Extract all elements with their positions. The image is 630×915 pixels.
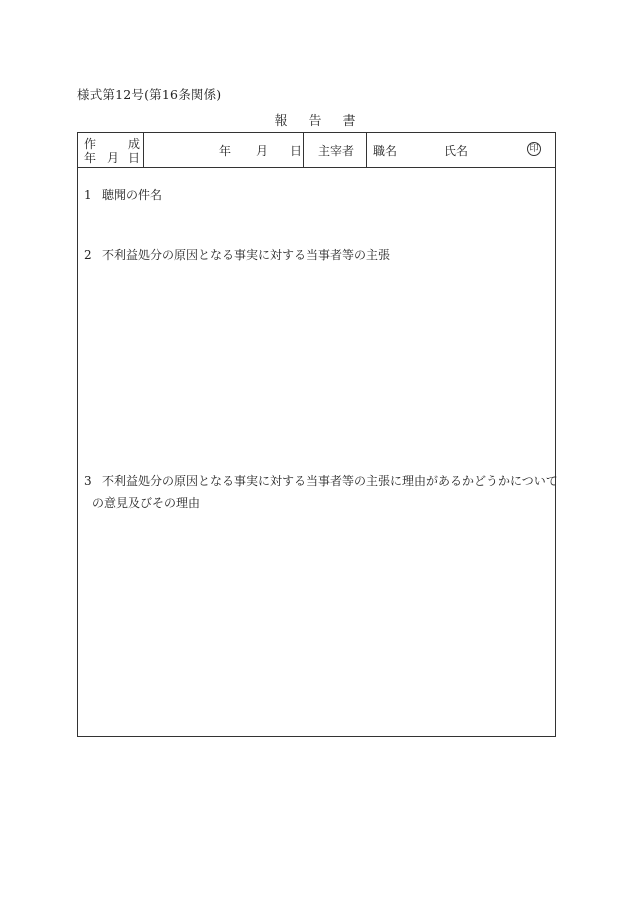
day-unit: 日 — [290, 144, 303, 158]
section-1-text: 聴聞の件名 — [102, 188, 163, 202]
created-label-year: 年 — [84, 151, 97, 165]
created-label-char-2: 成 — [128, 137, 141, 151]
name-label: 氏名 — [444, 144, 469, 158]
report-form-frame — [77, 132, 556, 737]
section-2-text: 不利益処分の原因となる事実に対する当事者等の主張 — [102, 248, 391, 262]
section-3-text: 不利益処分の原因となる事実に対する当事者等の主張に理由があるかどうかについて — [102, 474, 558, 488]
month-unit: 月 — [256, 144, 269, 158]
year-unit: 年 — [219, 144, 232, 158]
presider-label: 主宰者 — [318, 144, 355, 158]
document-title: 報告書 — [274, 114, 377, 129]
section-3-number: 3 — [84, 474, 92, 488]
header-row — [78, 133, 555, 168]
section-3 — [84, 475, 558, 487]
section-2-number: 2 — [84, 248, 92, 262]
section-3-continuation: の意見及びその理由 — [92, 496, 201, 510]
section-1 — [84, 189, 162, 201]
form-number-label: 様式第12号(第16条関係) — [77, 87, 222, 102]
created-label-month: 月 — [107, 151, 120, 165]
created-date-field[interactable] — [144, 133, 304, 167]
position-label: 職名 — [373, 144, 398, 158]
created-date-label-cell — [78, 133, 144, 167]
section-1-number: 1 — [84, 188, 92, 202]
presider-label-cell — [304, 133, 367, 167]
created-label-day: 日 — [128, 151, 141, 165]
seal-mark-icon: 印 — [527, 142, 541, 156]
section-2 — [84, 249, 390, 261]
created-label-char-1: 作 — [84, 137, 97, 151]
